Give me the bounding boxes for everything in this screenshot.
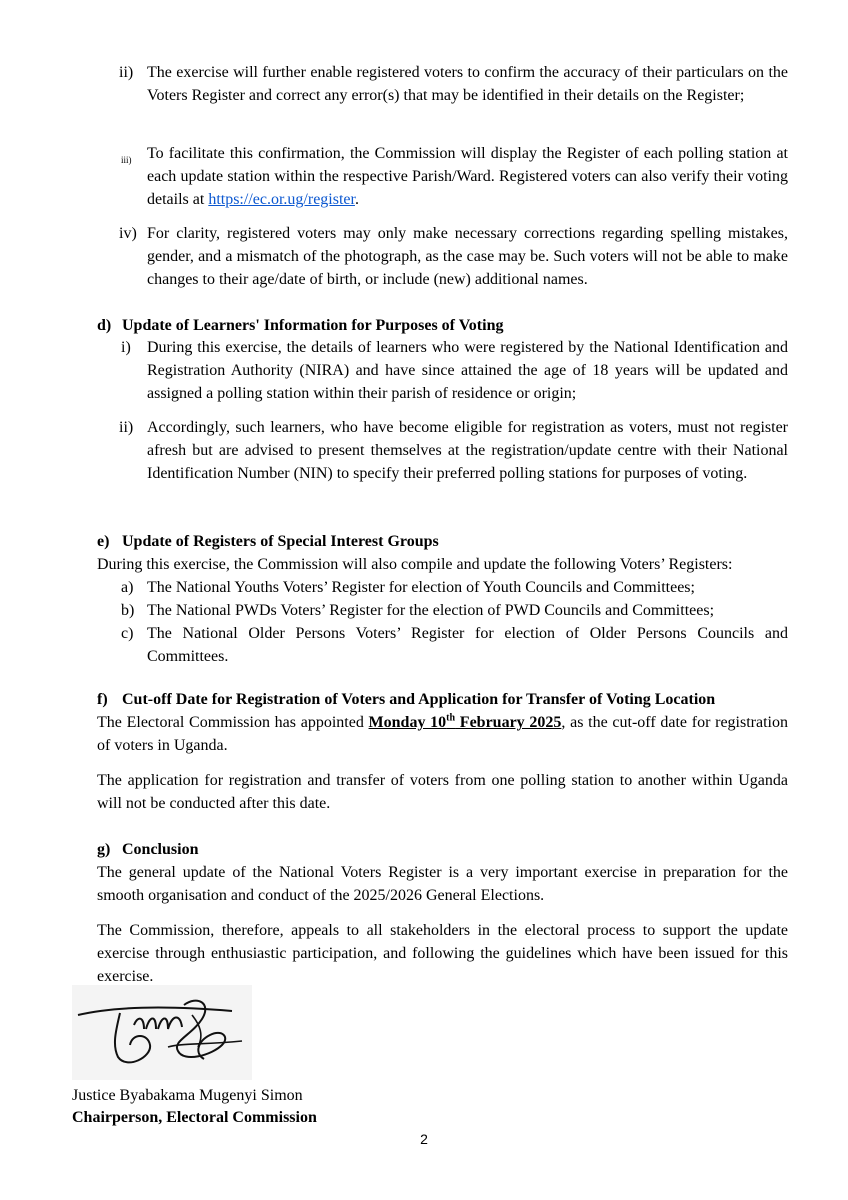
- cutoff-date-day: Monday 10: [368, 714, 447, 731]
- transfer-paragraph: The application for registration and transfer of voters from one polling station to another within Uganda will not be conducted after this date.: [97, 772, 788, 812]
- list-item-text: For clarity, registered voters may only make necessary corrections regarding spelling mistakes, gender, and a mismatch of the photograph, as the case may be. Such voters will not be able to make changes to their age/date of birth, or include (new) additional names.: [147, 225, 788, 288]
- section-heading-text: Update of Learners' Information for Purposes of Voting: [122, 317, 504, 334]
- conclusion-paragraph-1: The general update of the National Voters Register is a very important exercise in preparation for the smooth organisation and conduct of the 2025/2026 General Elections.: [97, 864, 788, 904]
- list-item-number: iv): [119, 225, 137, 242]
- conclusion-paragraph-2: The Commission, therefore, appeals to all stakeholders in the electoral process to support the update exercise through enthusiastic participation, and following the guidelines which have been issued for this exercise.: [97, 922, 788, 985]
- signatory-title: Chairperson, Electoral Commission: [72, 1109, 317, 1126]
- section-heading-f: [97, 688, 715, 711]
- section-heading-text: Conclusion: [122, 841, 199, 858]
- signatory-name: Justice Byabakama Mugenyi Simon: [72, 1087, 303, 1104]
- register-link[interactable]: https://ec.or.ug/register: [208, 191, 355, 208]
- list-item-text: [147, 142, 788, 211]
- section-letter: d): [97, 317, 112, 334]
- cutoff-paragraph: [97, 711, 788, 757]
- section-letter: g): [97, 841, 111, 858]
- section-heading-text: Cut-off Date for Registration of Voters and Application for Transfer of Voting Location: [122, 691, 716, 708]
- list-item-text: The National Youths Voters’ Register for election of Youth Councils and Committees;: [147, 579, 695, 596]
- list-item-text: During this exercise, the details of learners who were registered by the National Identification and Registration Authority (NIRA) and have since attained the age of 18 years will be updated and assigned a polling station within their parish of residence or origin;: [147, 339, 788, 402]
- list-item-number: b): [121, 602, 135, 619]
- section-heading-text: Update of Registers of Special Interest Groups: [122, 533, 439, 550]
- section-heading-g: [97, 838, 198, 861]
- paragraph-text-part: The Electoral Commission has appointed: [97, 714, 369, 731]
- list-item-number: c): [121, 625, 134, 642]
- section-heading-e: [97, 530, 439, 553]
- list-item-number: i): [121, 339, 131, 356]
- list-item-text: The exercise will further enable registered voters to confirm the accuracy of their particulars on the Voters Register and correct any error(s) that may be identified in their details on the Register;: [147, 64, 788, 104]
- paragraph-text-part: , as the cut-off date for registration of voters in Uganda.: [97, 714, 788, 754]
- signature-scribble: [72, 985, 252, 1080]
- list-item-number: ii): [119, 64, 134, 81]
- list-item-text-part: .: [354, 191, 359, 208]
- section-letter: f): [97, 691, 108, 708]
- section-letter: e): [97, 533, 110, 550]
- section-heading-d: [97, 314, 503, 337]
- list-item-text-part: To facilitate this confirmation, the Commission will display the Register of each polling station at each update station within the respective Parish/Ward. Registered voters can also verify their voting details at: [147, 145, 788, 208]
- list-item-number: a): [121, 579, 134, 596]
- signature: [72, 985, 252, 1080]
- list-item-text: Accordingly, such learners, who have become eligible for registration as voters, must not register afresh but are advised to present themselves at the registration/update centre with their National Identification Number (NIN) to specify their preferred polling stations for purposes of voting.: [147, 419, 788, 482]
- list-item-text: The National Older Persons Voters’ Register for election of Older Persons Councils and Committees.: [147, 625, 788, 665]
- list-item-number: iii): [121, 155, 132, 165]
- list-item-number: ii): [119, 419, 134, 436]
- cutoff-date-rest: February 2025: [455, 714, 562, 731]
- section-intro: During this exercise, the Commission will also compile and update the following Voters’ Registers:: [97, 556, 733, 573]
- cutoff-date: [369, 714, 562, 731]
- cutoff-date-suffix: th: [446, 712, 456, 724]
- page-number: 2: [420, 1131, 428, 1147]
- list-item-text: The National PWDs Voters’ Register for the election of PWD Councils and Committees;: [147, 602, 715, 619]
